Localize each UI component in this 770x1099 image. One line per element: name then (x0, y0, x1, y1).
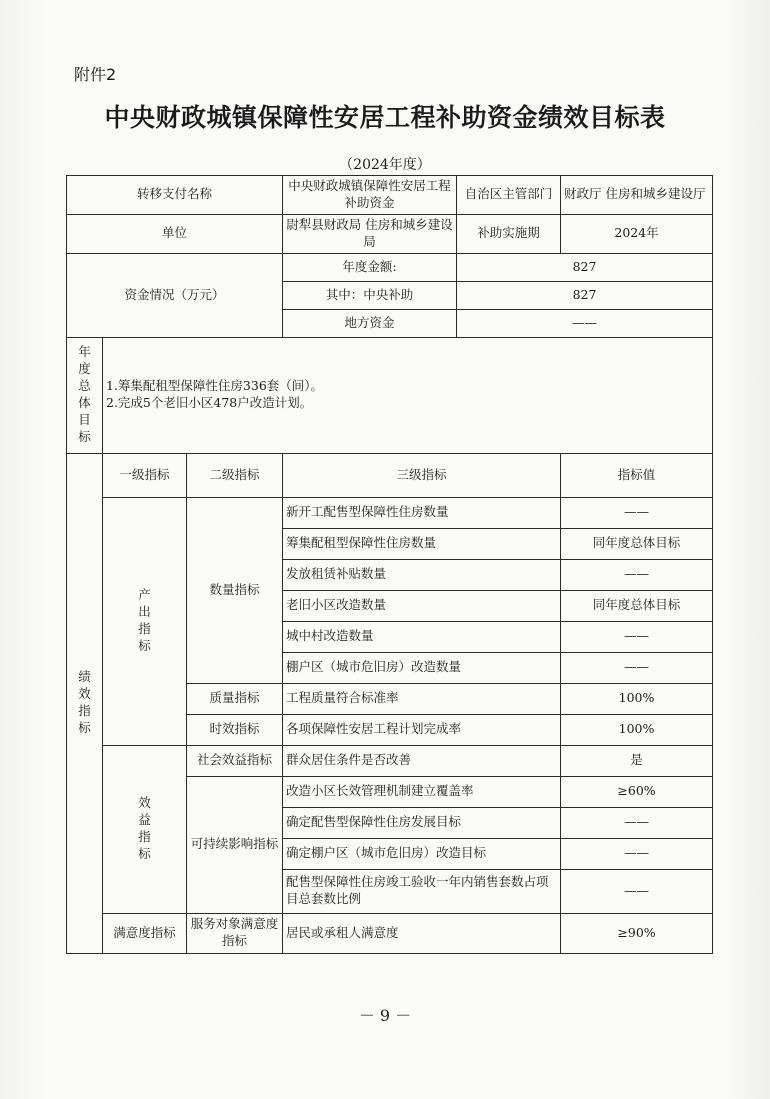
label-char: 年 (78, 344, 91, 360)
annual-goals-text (103, 337, 713, 453)
period-value: 2024年 (561, 214, 713, 253)
indicator-value: —— (561, 559, 713, 590)
label-char: 产 (138, 587, 151, 603)
label-char: 度 (78, 361, 91, 377)
indicator-name: 工程质量符合标准率 (283, 683, 561, 714)
indicator-value: ≥90% (561, 913, 713, 953)
indicator-value: 100% (561, 714, 713, 745)
table-row (67, 453, 713, 497)
label-char: 指 (138, 829, 151, 844)
label-char: 总 (78, 378, 91, 394)
indicator-name: 改造小区长效管理机制建立覆盖率 (283, 776, 561, 807)
header-level3: 三级指标 (283, 453, 561, 497)
unit-value: 尉犁县财政局 住房和城乡建设局 (283, 214, 457, 253)
label-char: 标 (78, 428, 91, 444)
table-row (67, 176, 713, 215)
header-value: 指标值 (561, 453, 713, 497)
indicator-name: 群众居住条件是否改善 (283, 745, 561, 776)
indicator-value: —— (561, 497, 713, 528)
label-char: 效 (78, 686, 91, 702)
goal-line: 1.筹集配租型保障性住房336套（间）。 (106, 378, 324, 394)
indicator-name: 配售型保障性住房竣工验收一年内销售套数占项目总套数比例 (283, 869, 561, 913)
label-char: 效 (138, 795, 151, 811)
annual-amount-value: 827 (457, 253, 713, 281)
label-char: 出 (138, 604, 151, 620)
header-level2: 二级指标 (187, 453, 283, 497)
page-number: － 9 － (358, 1006, 412, 1025)
indicator-name: 新开工配售型保障性住房数量 (283, 497, 561, 528)
page-title: 中央财政城镇保障性安居工程补助资金绩效目标表 (104, 103, 666, 132)
satisfaction-label: 满意度指标 (103, 913, 187, 953)
table-row (67, 214, 713, 253)
local-funds-value: —— (457, 309, 713, 337)
sustainability-label: 可持续影响指标 (187, 776, 283, 913)
indicator-value: ≥60% (561, 776, 713, 807)
social-benefit-label: 社会效益指标 (187, 745, 283, 776)
header-level1: 一级指标 (103, 453, 187, 497)
central-subsidy-label: 其中：中央补助 (283, 281, 457, 309)
dept-value: 财政厅 住房和城乡建设厅 (561, 176, 713, 215)
indicator-name: 确定配售型保障性住房发展目标 (283, 807, 561, 838)
indicator-value: 同年度总体目标 (561, 590, 713, 621)
indicator-name: 各项保障性安居工程计划完成率 (283, 714, 561, 745)
annual-goals-label (67, 337, 103, 453)
period-label: 补助实施期 (457, 214, 561, 253)
funds-label: 资金情况（万元） (67, 253, 283, 337)
indicator-value: 100% (561, 683, 713, 714)
year-subtitle: （2024年度） (339, 157, 431, 173)
unit-label: 单位 (67, 214, 283, 253)
performance-indicators-label (67, 453, 103, 953)
indicator-name: 棚户区（城市危旧房）改造数量 (283, 652, 561, 683)
label-char: 标 (138, 845, 151, 861)
label-char: 指 (138, 621, 151, 636)
label-char: 体 (78, 395, 91, 410)
indicator-value: 是 (561, 745, 713, 776)
table-row (67, 745, 713, 776)
quality-indicator-label: 质量指标 (187, 683, 283, 714)
transfer-name-value: 中央财政城镇保障性安居工程补助资金 (283, 176, 457, 215)
attachment-label: 附件2 (74, 65, 117, 84)
indicator-value: —— (561, 869, 713, 913)
indicator-name: 筹集配租型保障性住房数量 (283, 528, 561, 559)
annual-amount-label: 年度金额: (283, 253, 457, 281)
quantity-indicator-label: 数量指标 (187, 497, 283, 683)
transfer-name-label: 转移支付名称 (67, 176, 283, 215)
indicator-name: 确定棚户区（城市危旧房）改造目标 (283, 838, 561, 869)
indicator-value: —— (561, 838, 713, 869)
goal-line: 2.完成5个老旧小区478户改造计划。 (106, 395, 313, 410)
indicator-name: 老旧小区改造数量 (283, 590, 561, 621)
label-char: 益 (138, 812, 151, 828)
central-subsidy-value: 827 (457, 281, 713, 309)
indicator-value: —— (561, 652, 713, 683)
label-char: 目 (78, 411, 91, 427)
performance-goal-table (66, 175, 713, 954)
label-char: 标 (138, 637, 151, 653)
label-char: 绩 (78, 669, 91, 685)
table-row (67, 337, 713, 453)
indicator-name: 发放租赁补贴数量 (283, 559, 561, 590)
indicator-value: —— (561, 807, 713, 838)
table-row (67, 253, 713, 281)
output-indicators-label (103, 497, 187, 745)
label-char: 指 (78, 703, 91, 718)
indicator-name: 居民或承租人满意度 (283, 913, 561, 953)
local-funds-label: 地方资金 (283, 309, 457, 337)
indicator-value: —— (561, 621, 713, 652)
timeliness-indicator-label: 时效指标 (187, 714, 283, 745)
indicator-name: 城中村改造数量 (283, 621, 561, 652)
satisfaction-sub-label: 服务对象满意度指标 (187, 913, 283, 953)
table-row (67, 497, 713, 528)
dept-label: 自治区主管部门 (457, 176, 561, 215)
benefit-indicators-label (103, 745, 187, 913)
label-char: 标 (78, 719, 91, 735)
indicator-value: 同年度总体目标 (561, 528, 713, 559)
table-row (67, 913, 713, 953)
